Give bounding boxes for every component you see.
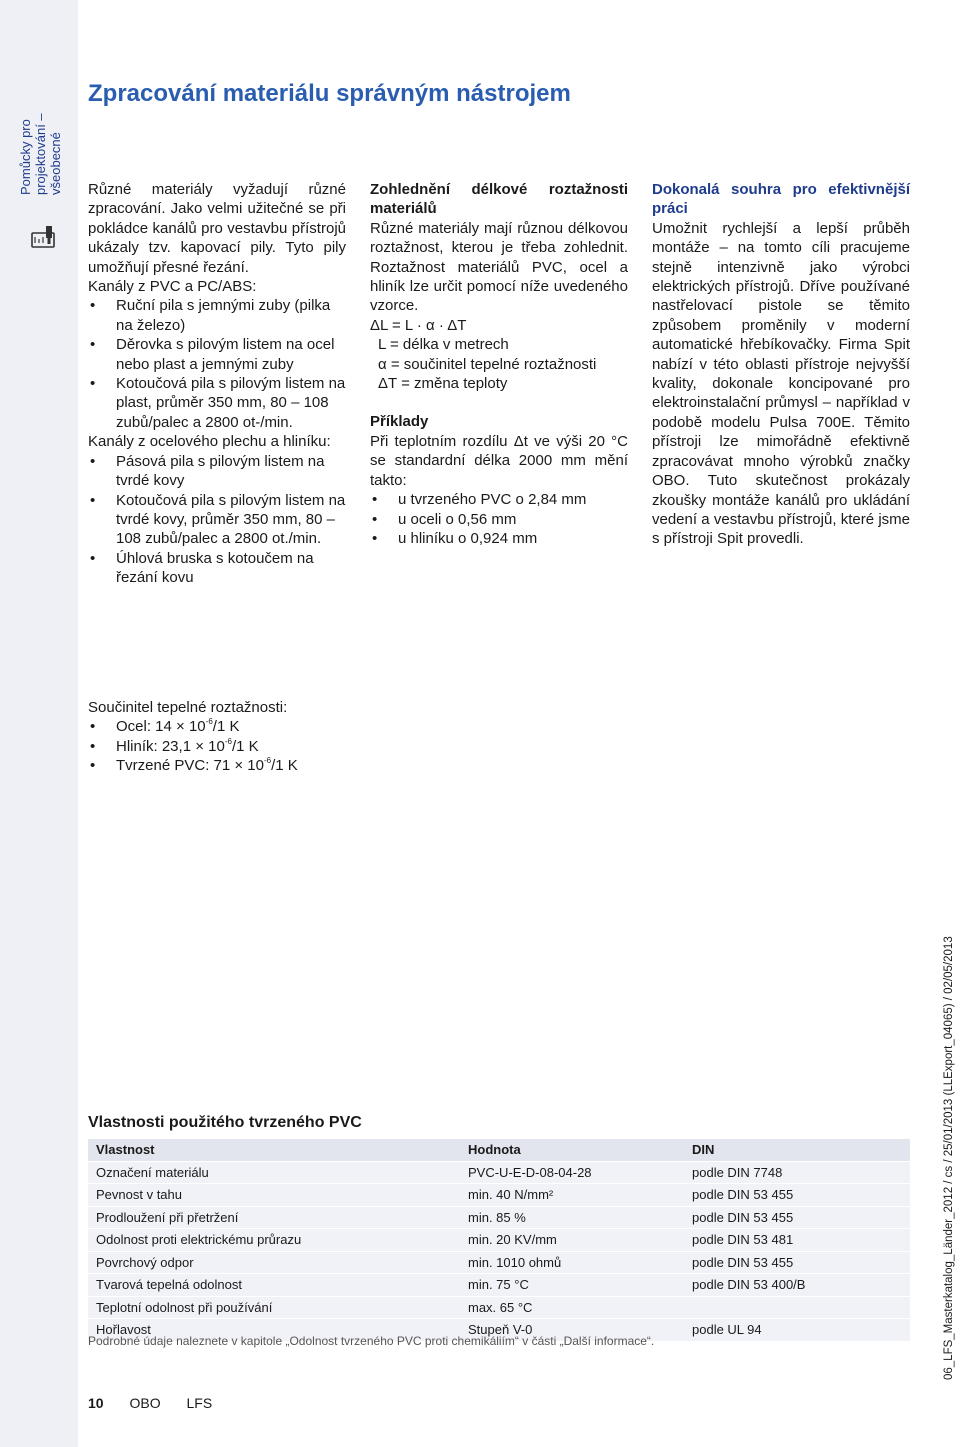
list-item: • Úhlová bruska s kotoučem na řezání kovu (88, 549, 346, 588)
catalog-name: LFS (186, 1395, 213, 1411)
page-title: Zpracování materiálu správným nástrojem (88, 80, 571, 107)
table-row (88, 1296, 910, 1319)
table-cell: podle DIN 7748 (684, 1161, 910, 1184)
column-header: Hodnota (460, 1139, 684, 1161)
table-cell: Povrchový odpor (88, 1251, 460, 1274)
table-title: Vlastnosti použitého tvrzeného PVC (88, 1114, 362, 1131)
efficiency-heading: Dokonalá souhra pro efektivnější práci (652, 181, 910, 218)
examples-text: Při teplotním rozdílu Δt ve výši 20 °C se standardní délka 2000 mm mění takto: (370, 432, 628, 489)
table-row (88, 1251, 910, 1274)
list-item: • Děrovka s pilovým listem na ocel nebo plast a jemnými zuby (88, 335, 346, 374)
efficiency-text: Umožnit rychlejší a lepší průběh montáže – na tomto cíli pracujeme stejně intenzivně jako výrobci elektrických přístrojů. Dříve používané nastřelovací pistole se těmito způsobem proměnily v moderní automatické hřebíkovačky. Firma Spit nabízí v této oblasti přístroje nejvyšší kvality, dokonale koncipované pro elektroinstalační průmysl – například v podobě modelu Pulsa 700E. Těmito přístroji lze mimořádně efektivně zpracovávat mnoho výrobků značky OBO. Tuto skutečnost prokázaly zkoušky montáže kanálů pro ukládání vedení a vestavbu přístrojů, které jsme s přístroji Spit provedli. (652, 219, 910, 548)
table-cell: min. 1010 ohmů (460, 1251, 684, 1274)
table-cell: Odolnost proti elektrickému průrazu (88, 1229, 460, 1252)
brand-name: OBO (129, 1395, 161, 1411)
steel-tools-list (88, 452, 346, 588)
table-cell: Hořlavost (88, 1319, 460, 1342)
sidebar-strip (0, 0, 78, 1447)
sidebar-label-line1: Pomůcky pro (18, 119, 33, 195)
expansion-heading: Zohlednění délkové roztažnosti materiálů (370, 181, 628, 218)
column-efficiency (652, 180, 910, 549)
formula-def-alpha: α = součinitel tepelné roztažnosti (378, 355, 597, 373)
list-item: • Ruční pila s jemnými zuby (pilka na železo) (88, 296, 346, 335)
table-cell: podle DIN 53 455 (684, 1206, 910, 1229)
page-footer (88, 1395, 234, 1411)
sidebar-label-line3: všeobecné (48, 132, 63, 195)
table-cell: max. 65 °C (460, 1296, 684, 1319)
table-row (88, 1206, 910, 1229)
table-header-row (88, 1139, 910, 1161)
column-header: Vlastnost (88, 1139, 460, 1161)
list-item: • u tvrzeného PVC o 2,84 mm (370, 490, 628, 509)
table-row (88, 1229, 910, 1252)
table-cell: PVC-U-E-D-08-04-28 (460, 1161, 684, 1184)
pvc-tools-list (88, 296, 346, 432)
table-footnote: Podrobné údaje naleznete v kapitole „Odolnost tvrzeného PVC proti chemikáliím“ v části „Další informace“. (88, 1334, 655, 1348)
table-cell: min. 20 KV/mm (460, 1229, 684, 1252)
coefficients-heading: Součinitel tepelné roztažnosti: (88, 699, 288, 716)
table-cell: min. 75 °C (460, 1274, 684, 1297)
table-row (88, 1274, 910, 1297)
file-path-label: 06_LFS_Masterkatalog_Länder_2012 / cs / 25/01/2013 (LLExport_04065) / 02/05/2013 (943, 936, 955, 1380)
steel-channels-heading: Kanály z ocelového plechu a hliníku: (88, 433, 331, 451)
table-cell: podle DIN 53 481 (684, 1229, 910, 1252)
list-item: • Kotoučová pila s pilovým listem na tvrdé kovy, průměr 350 mm, 80 – 108 zubů/palec a 2800 ot./min. (88, 491, 346, 549)
table-cell: Označení materiálu (88, 1161, 460, 1184)
column-saws (88, 180, 346, 588)
expansion-formula: ΔL = L · α · ΔT (370, 316, 467, 334)
table-cell: Tvarová tepelná odolnost (88, 1274, 460, 1297)
table-cell (684, 1296, 910, 1319)
list-item: • Hliník: $23,1 \times 10^{-6}/1$ K (88, 737, 388, 756)
table-cell: Prodloužení při přetržení (88, 1206, 460, 1229)
table-row (88, 1161, 910, 1184)
formula-def-delta-t: ΔT = změna teploty (378, 375, 508, 393)
coefficients-list (88, 717, 388, 775)
table-cell: podle DIN 53 455 (684, 1251, 910, 1274)
intro-paragraph: Různé materiály vyžadují různé zpracování. Jako velmi užitečné se při pokládce kanálů pro vestavbu přístrojů ukázaly tzv. kapovací pily. Tyto pily umožňují přesné řezání. (88, 181, 346, 276)
expansion-text: Různé materiály mají různou délkovou roztažnost, kterou je třeba zohlednit. Roztažnost materiálů PVC, ocel a hliník lze určit pomocí níže uvedeného vzorce. (370, 219, 628, 315)
table-cell: min. 85 % (460, 1206, 684, 1229)
column-expansion (370, 180, 628, 548)
page-number: 10 (88, 1395, 104, 1411)
table-cell: Stupeň V-0 (460, 1319, 684, 1342)
sidebar-section-label (18, 113, 63, 195)
table-cell: podle DIN 53 400/B (684, 1274, 910, 1297)
formula-def-length: L = délka v metrech (378, 336, 509, 354)
tools-icon (31, 225, 55, 251)
list-item: • Tvrzené PVC: $71 \times 10^{-6}/1$ K (88, 756, 388, 775)
column-header: DIN (684, 1139, 910, 1161)
table-row (88, 1184, 910, 1207)
expansion-coefficients (88, 698, 388, 776)
examples-heading: Příklady (370, 413, 429, 431)
table-cell: min. 40 N/mm² (460, 1184, 684, 1207)
pvc-properties-table (88, 1139, 910, 1342)
sidebar-label-line2: projektování – (33, 113, 48, 195)
list-item: • Ocel: $14 \times 10^{-6}/1$ K (88, 717, 388, 736)
formula-block (370, 316, 628, 394)
list-item: • u hliníku o 0,924 mm (370, 529, 628, 548)
table-cell: Pevnost v tahu (88, 1184, 460, 1207)
table-cell: podle UL 94 (684, 1319, 910, 1342)
table-cell: Teplotní odolnost při používání (88, 1296, 460, 1319)
pvc-channels-heading: Kanály z PVC a PC/ABS: (88, 278, 257, 296)
list-item: • Pásová pila s pilovým listem na tvrdé kovy (88, 452, 346, 491)
examples-list (370, 490, 628, 548)
list-item: • u oceli o 0,56 mm (370, 510, 628, 529)
list-item: • Kotoučová pila s pilovým listem na plast, průměr 350 mm, 80 – 108 zubů/palec a 2800 ot-/min. (88, 374, 346, 432)
table-cell: podle DIN 53 455 (684, 1184, 910, 1207)
